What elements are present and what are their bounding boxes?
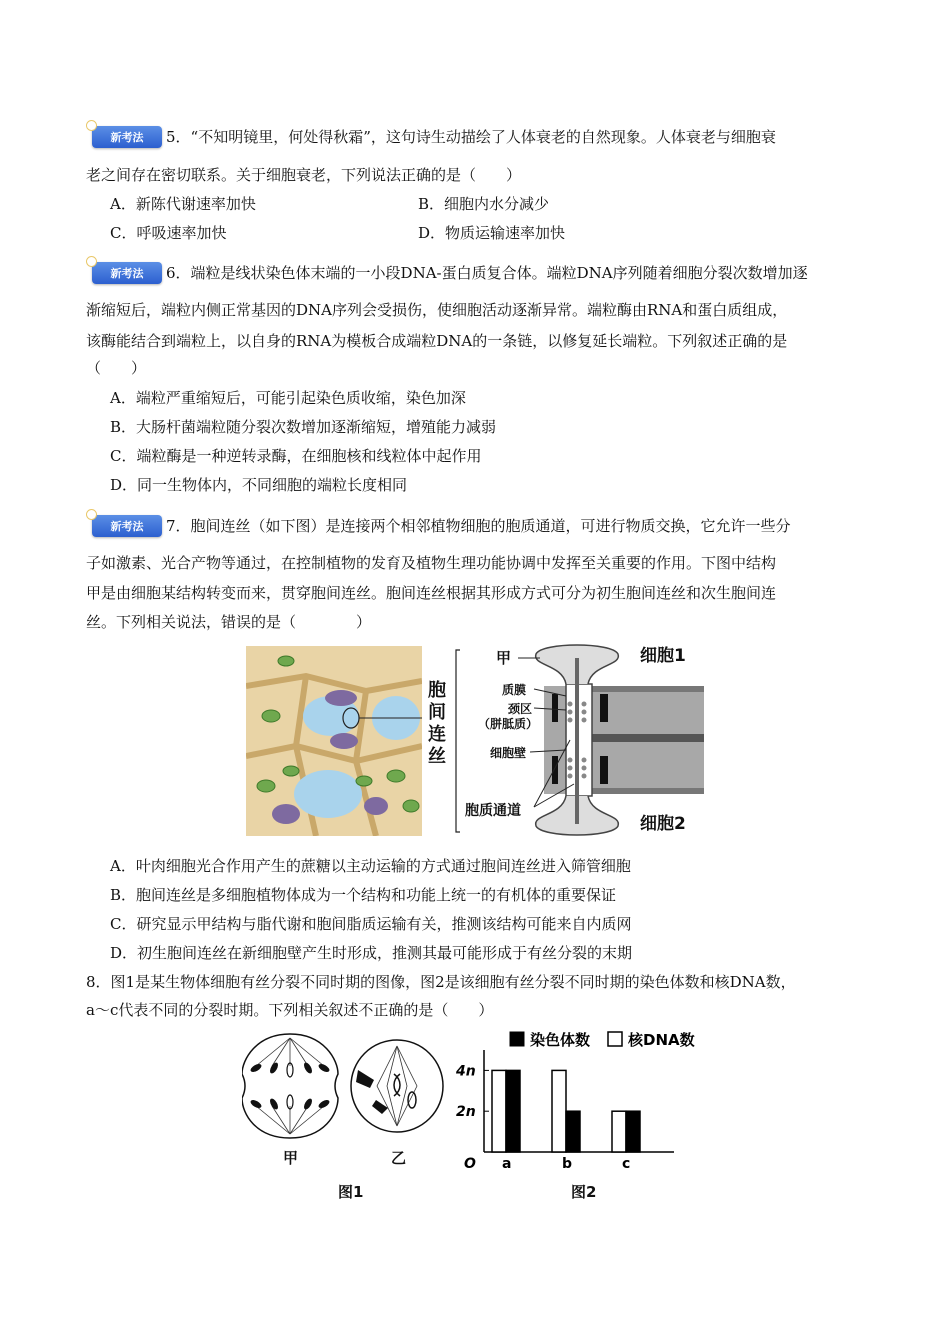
new-method-badge: 新考法 (92, 262, 162, 284)
x-tick-label-a: a (502, 1156, 512, 1172)
label-cell-wall: 细胞壁 (490, 746, 527, 760)
q5-stem-line1: 5．“不知明镜里，何处得秋霜”，这句诗生动描绘了人体衰老的自然现象。人体衰老与细胞衰 (166, 128, 776, 146)
new-method-badge: 新考法 (92, 126, 162, 148)
bar-a-chromosome (506, 1070, 520, 1152)
fig1-caption: 图1 (338, 1183, 364, 1201)
q6-stem-line1: 6．端粒是线状染色体末端的一小段DNA-蛋白质复合体。端粒DNA序列随着细胞分裂次数增加逐 (166, 264, 808, 282)
q7-stem-line2: 子如激素、光合产物等通过，在控制植物的发育及植物生理功能协调中发挥至关重要的作用。下图中结构 (86, 554, 777, 572)
q6-stem-line2: 渐缩短后，端粒内侧正常基因的DNA序列会受损伤，使细胞活动逐渐异常。端粒酶由RNA和蛋白质组成， (86, 301, 788, 319)
q7-option-b[interactable]: B．胞间连丝是多细胞植物体成为一个结构和功能上统一的有机体的重要保证 (110, 886, 617, 904)
chromosome-dna-bar-chart (448, 1024, 710, 1180)
bar-a-dna (492, 1070, 506, 1152)
cell-jia (242, 1034, 338, 1138)
q7-option-c[interactable]: C．研究显示甲结构与脂代谢和胞间脂质运输有关，推测该结构可能来自内质网 (110, 915, 632, 933)
y-tick-label: 4n (456, 1063, 476, 1080)
mitosis-cells-figure (242, 1030, 444, 1142)
cell-yi (351, 1040, 443, 1132)
q6-option-c[interactable]: C．端粒酶是一种逆转录酶，在细胞核和线粒体中起作用 (110, 447, 482, 465)
plasmodesma-vertical-label: 胞间连丝 (428, 680, 446, 767)
x-tick-label-b: b (562, 1156, 573, 1172)
bar-b-chromosome (566, 1111, 580, 1152)
origin-label: O (464, 1156, 476, 1172)
q5-option-b[interactable]: B．细胞内水分减少 (418, 195, 550, 213)
new-method-badge: 新考法 (92, 515, 162, 537)
plant-tissue-illustration (246, 646, 422, 836)
q5-option-d[interactable]: D．物质运输速率加快 (418, 224, 566, 242)
q6-stem-line3: 该酶能结合到端粒上，以自身的RNA为模板合成端粒DNA的一条链，以修复延长端粒。下列叙述正确的是 (86, 332, 788, 350)
label-cell1: 细胞1 (640, 646, 686, 666)
bar-c-chromosome (626, 1111, 640, 1152)
q8-stem-line2: a～c代表不同的分裂时期。下列相关叙述不正确的是（ ） (86, 1001, 494, 1019)
q5-stem-line2: 老之间存在密切联系。关于细胞衰老，下列说法正确的是（ ） (86, 166, 522, 184)
q6-option-d[interactable]: D．同一生物体内，不同细胞的端粒长度相同 (110, 476, 408, 494)
label-fig1-jia: 甲 (283, 1149, 299, 1167)
label-jia: 甲 (496, 649, 512, 667)
x-tick-label-c: c (622, 1156, 631, 1172)
q7-option-a[interactable]: A．叶肉细胞光合作用产生的蔗糖以主动运输的方式通过胞间连丝进入筛管细胞 (110, 857, 631, 875)
q5-option-a[interactable]: A．新陈代谢速率加快 (110, 195, 256, 213)
label-neck: 颈区 (508, 702, 533, 716)
y-tick-label: 2n (456, 1104, 476, 1121)
legend-swatch-dna (608, 1032, 622, 1046)
label-cell2: 细胞2 (640, 814, 686, 834)
label-membrane: 质膜 (502, 683, 527, 697)
q7-stem-line1: 7．胞间连丝（如下图）是连接两个相邻植物细胞的胞质通道，可进行物质交换，它允许一些分 (166, 517, 791, 535)
q6-stem-line4: （ ） (86, 359, 147, 377)
legend-swatch-chromosome (510, 1032, 524, 1046)
label-fig1-yi: 乙 (391, 1149, 407, 1167)
label-neck-sub: （胼胝质） (478, 717, 539, 731)
q6-option-b[interactable]: B．大肠杆菌端粒随分裂次数增加逐渐缩短，增殖能力减弱 (110, 418, 497, 436)
q8-stem-line1: 8．图1是某生物体细胞有丝分裂不同时期的图像，图2是该细胞有丝分裂不同时期的染色体数和核DNA数， (86, 973, 796, 991)
q6-option-a[interactable]: A．端粒严重缩短后，可能引起染色质收缩，染色加深 (110, 389, 466, 407)
fig2-caption: 图2 (571, 1183, 597, 1201)
q7-option-d[interactable]: D．初生胞间连丝在新细胞壁产生时形成，推测其最可能形成于有丝分裂的末期 (110, 944, 633, 962)
q5-option-c[interactable]: C．呼吸速率加快 (110, 224, 227, 242)
q7-stem-line3: 甲是由细胞某结构转变而来，贯穿胞间连丝。胞间连丝根据其形成方式可分为初生胞间连丝和次生胞间连 (86, 584, 777, 602)
label-cytoplasmic-channel: 胞质通道 (465, 803, 521, 819)
legend-label-dna: 核DNA数 (628, 1031, 695, 1049)
legend-label-chromosome: 染色体数 (530, 1031, 591, 1049)
bar-c-dna (612, 1111, 626, 1152)
bar-b-dna (552, 1070, 566, 1152)
q7-stem-line4: 丝。下列相关说法，错误的是（ ） (86, 613, 372, 631)
